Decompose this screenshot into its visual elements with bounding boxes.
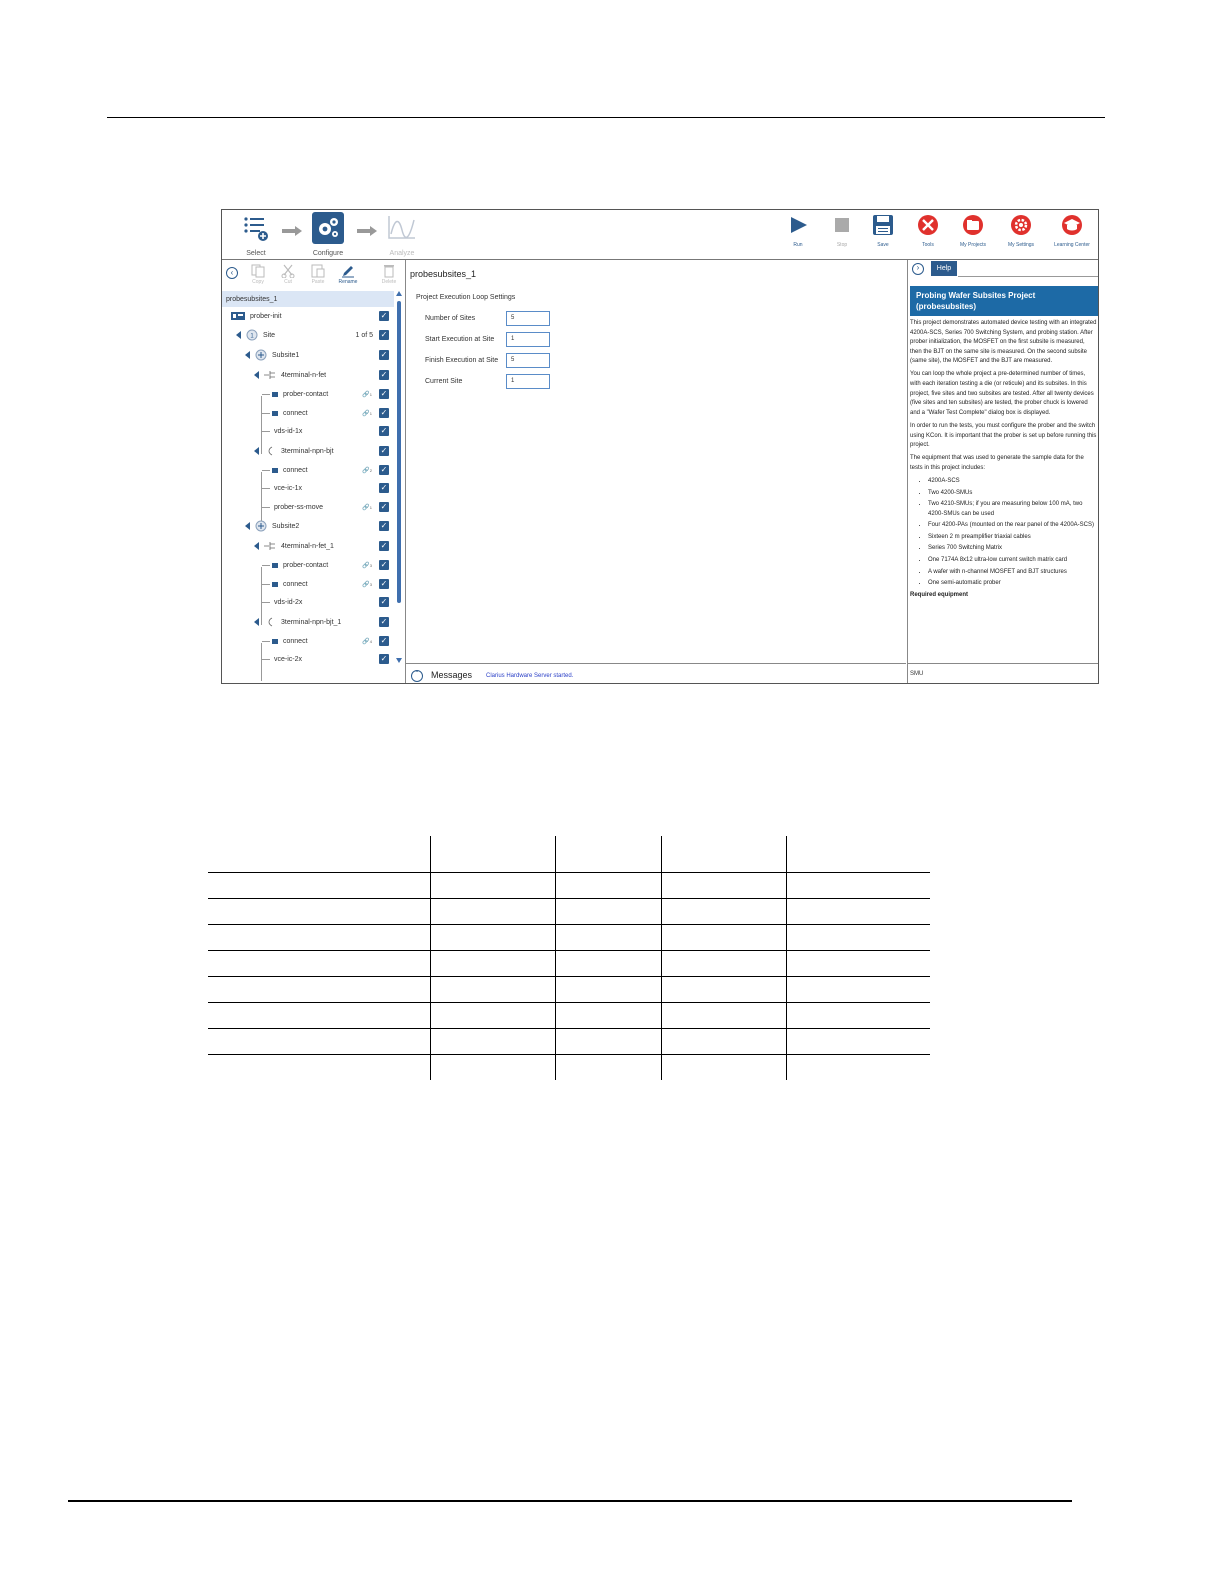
- tree-branch-line: [262, 641, 270, 642]
- tree-item-checkbox[interactable]: ✓: [380, 465, 388, 474]
- learning-center-button[interactable]: [1048, 214, 1096, 248]
- my-settings-button[interactable]: [997, 214, 1045, 248]
- table-row-line: [208, 924, 930, 925]
- expand-messages-icon[interactable]: ˆ: [411, 670, 423, 682]
- select-button[interactable]: [231, 212, 281, 257]
- tree-branch-line: [262, 602, 270, 603]
- tree-item-test[interactable]: [222, 423, 394, 439]
- tree-item-label: prober-contact: [283, 561, 329, 569]
- site-count: 1 of 5: [355, 331, 373, 339]
- start-site-input[interactable]: 1: [506, 332, 550, 347]
- gears-icon: [312, 212, 344, 244]
- tree-item-test[interactable]: [222, 651, 394, 667]
- tree-item-checkbox[interactable]: ✓: [380, 446, 388, 455]
- list-item: • Sixteen 2 m preamplifier triaxial cables: [928, 533, 1097, 543]
- expand-triangle-icon[interactable]: [254, 542, 259, 550]
- tools-button[interactable]: [904, 214, 952, 248]
- tree-item-checkbox[interactable]: ✓: [380, 408, 388, 417]
- workflow-arrow-icon: [357, 226, 377, 238]
- settings-pane: [406, 260, 906, 683]
- rename-icon: [335, 263, 361, 278]
- tree-branch-line: [262, 431, 270, 432]
- tree-item-checkbox[interactable]: ✓: [380, 636, 388, 645]
- stop-label: Stop: [836, 242, 848, 248]
- table-col-line: [555, 836, 556, 1080]
- tree-item-device[interactable]: [222, 538, 394, 554]
- configure-label: Configure: [312, 250, 344, 257]
- tree-item-checkbox[interactable]: ✓: [380, 654, 388, 663]
- link-count: 3: [369, 562, 372, 568]
- cut-button[interactable]: [275, 263, 301, 285]
- list-item: • Four 4200-PAs (mounted on the rear panel of the 4200A-SCS): [928, 521, 1097, 531]
- tree-item-test[interactable]: [222, 499, 394, 515]
- table-col-line: [430, 836, 431, 1080]
- save-label: Save: [877, 242, 889, 248]
- tree-item-checkbox[interactable]: ✓: [380, 521, 388, 530]
- help-paragraph: The equipment that was used to generate the sample data for the tests in this project includes:: [910, 455, 1084, 471]
- message-text: Clarius Hardware Server started.: [486, 673, 574, 679]
- tree-scrollbar[interactable]: [396, 291, 402, 681]
- tree-item-checkbox[interactable]: ✓: [380, 311, 388, 320]
- delete-button[interactable]: [376, 263, 402, 285]
- delete-label: Delete: [381, 279, 397, 285]
- action-icon: [272, 392, 278, 397]
- tree-item-test[interactable]: [222, 633, 394, 649]
- bjt-device-icon: [264, 446, 276, 456]
- tree-branch-line: [262, 488, 270, 489]
- tree-item-label: Site: [263, 331, 276, 339]
- number-of-sites-label: Number of Sites: [425, 315, 476, 322]
- svg-text:1: 1: [250, 333, 254, 340]
- tree-item-subsite[interactable]: [222, 518, 394, 534]
- finish-site-label: Finish Execution at Site: [425, 357, 499, 364]
- paste-icon: [305, 263, 331, 278]
- tree-item-label: connect: [283, 637, 308, 645]
- action-icon: [272, 563, 278, 568]
- copy-icon: [245, 263, 271, 278]
- action-icon: [272, 468, 278, 473]
- tree-item-checkbox[interactable]: ✓: [380, 579, 388, 588]
- rename-button[interactable]: [335, 263, 361, 285]
- table-col-line: [661, 836, 662, 1080]
- run-label: Run: [793, 242, 803, 248]
- learning-center-label: Learning Center: [1054, 242, 1090, 248]
- tree-item-subsite[interactable]: [222, 347, 394, 363]
- tree-item-label: 3terminal-npn-bjt_1: [281, 618, 342, 626]
- run-button[interactable]: [774, 214, 822, 248]
- select-list-icon: [240, 212, 272, 244]
- tree-item-label: vds-id-1x: [274, 427, 303, 435]
- expand-triangle-icon[interactable]: [254, 371, 259, 379]
- equipment-list: [910, 477, 1097, 589]
- tree-branch-line: [262, 394, 270, 395]
- copy-button[interactable]: [245, 263, 271, 285]
- expand-triangle-icon[interactable]: [245, 522, 250, 530]
- help-paragraph: In order to run the tests, you must configure the prober and the switch using KCon. It is important that the prober is set up before running this project.: [910, 422, 1097, 449]
- start-site-label: Start Execution at Site: [425, 336, 495, 343]
- configure-button[interactable]: [303, 212, 353, 257]
- table-row-line: [208, 950, 930, 951]
- site-icon: [246, 329, 258, 341]
- analyze-label: Analyze: [389, 250, 415, 257]
- analyze-button[interactable]: [377, 212, 427, 257]
- tree-item-label: Subsite1: [272, 351, 300, 359]
- link-icon: 🔗2: [362, 467, 372, 474]
- stop-icon: [831, 214, 853, 236]
- link-icon: 🔗1: [362, 504, 372, 511]
- tree-item-checkbox[interactable]: ✓: [380, 389, 388, 398]
- tools-label: Tools: [922, 242, 934, 248]
- help-footer: [908, 663, 1099, 684]
- footer-rule: [68, 1500, 1072, 1502]
- table-row-line: [208, 1054, 930, 1055]
- tree-branch-line: [262, 565, 270, 566]
- paste-button[interactable]: [305, 263, 331, 285]
- workflow-arrow-icon: [282, 226, 302, 238]
- tree-item-test[interactable]: [222, 594, 394, 610]
- tree-item-checkbox[interactable]: ✓: [380, 483, 388, 492]
- scroll-up-icon[interactable]: [396, 291, 402, 296]
- help-paragraph: You can loop the whole project a pre-determined number of times, with each iteration testing a die (or reticule) and its subsites. In this project, five sites and two subsites are tested. After all twenty devices (five sites and ten subsites) are tested, the prober chuck is lowered and a "Wafer Test Complete" dialog box is displayed.: [910, 371, 1094, 416]
- rename-label: Rename: [338, 279, 358, 285]
- project-tree-pane: [222, 260, 406, 683]
- help-footer-text: SMU: [910, 671, 924, 677]
- link-count: 2: [369, 467, 372, 473]
- my-projects-button[interactable]: [949, 214, 997, 248]
- tree-item-label: prober-ss-move: [274, 503, 324, 511]
- link-count: 1: [369, 391, 372, 397]
- tree-item-test[interactable]: [222, 405, 394, 421]
- tree-item-label: 3terminal-npn-bjt: [281, 447, 334, 455]
- action-icon: [272, 639, 278, 644]
- link-icon: 🔗3: [362, 581, 372, 588]
- my-settings-label: My Settings: [1007, 242, 1035, 248]
- table-row-line: [208, 976, 930, 977]
- list-item: • One semi-automatic prober: [928, 579, 1097, 589]
- expand-triangle-icon[interactable]: [254, 447, 259, 455]
- tree-item-checkbox[interactable]: ✓: [380, 370, 388, 379]
- prober-icon: [231, 311, 245, 321]
- help-pane: [907, 260, 1099, 683]
- project-tree: [222, 291, 394, 683]
- tab-divider: [958, 276, 1099, 277]
- paste-label: Paste: [311, 279, 325, 285]
- link-count: 1: [369, 410, 372, 416]
- select-label: Select: [246, 250, 266, 257]
- my-projects-label: My Projects: [959, 242, 987, 248]
- tree-item-checkbox[interactable]: ✓: [380, 330, 388, 339]
- project-title: probesubsites_1: [410, 269, 477, 279]
- tree-toolbar: [222, 260, 405, 288]
- tree-item-test[interactable]: [222, 480, 394, 496]
- fet-device-icon: [264, 370, 276, 380]
- tree-branch-line: [262, 470, 270, 471]
- tree-branch-line: [262, 507, 270, 508]
- collapse-pane-button[interactable]: ‹: [226, 267, 238, 279]
- tree-item-label: vce-ic-1x: [274, 484, 303, 492]
- messages-bar: [406, 663, 906, 684]
- table-row-line: [208, 1002, 930, 1003]
- tree-item-checkbox[interactable]: ✓: [380, 560, 388, 569]
- header-rule: [107, 117, 1105, 118]
- tree-branch-line: [262, 413, 270, 414]
- table-row-line: [208, 898, 930, 899]
- loop-settings-title: Project Execution Loop Settings: [416, 294, 516, 301]
- copy-label: Copy: [252, 279, 264, 285]
- help-body: [910, 319, 1097, 600]
- tree-item-label: prober-init: [250, 312, 282, 320]
- run-icon: [787, 214, 809, 236]
- tree-item-checkbox[interactable]: ✓: [380, 502, 388, 511]
- list-item: • 4200A-SCS: [928, 477, 1097, 487]
- tools-icon: [917, 214, 939, 236]
- tree-item-site[interactable]: [222, 327, 394, 343]
- tree-item-device[interactable]: [222, 443, 394, 459]
- graduation-cap-icon: [1061, 214, 1083, 236]
- subsite-icon: [255, 349, 267, 361]
- tree-item-label: Subsite2: [272, 522, 300, 530]
- fet-device-icon: [264, 541, 276, 551]
- tree-item-checkbox[interactable]: ✓: [380, 597, 388, 606]
- scroll-thumb[interactable]: [397, 301, 401, 603]
- required-equipment-heading: Required equipment: [910, 591, 969, 598]
- current-site-label: Current Site: [425, 378, 463, 385]
- table-row-line: [208, 872, 930, 873]
- tree-project-root[interactable]: [222, 291, 394, 307]
- messages-title: Messages: [431, 670, 473, 680]
- tree-item-device[interactable]: [222, 367, 394, 383]
- tree-item-checkbox[interactable]: ✓: [380, 426, 388, 435]
- main-toolbar: [222, 210, 1098, 260]
- tree-item-label: 4terminal-n-fet_1: [281, 542, 334, 550]
- settings-icon: [1010, 214, 1032, 236]
- cut-icon: [275, 263, 301, 278]
- subsite-icon: [255, 520, 267, 532]
- action-icon: [272, 582, 278, 587]
- tree-item-checkbox[interactable]: ✓: [380, 541, 388, 550]
- link-count: 3: [369, 581, 372, 587]
- list-item: • A wafer with n-channel MOSFET and BJT structures: [928, 568, 1097, 578]
- folder-icon: [962, 214, 984, 236]
- list-item: • One 7174A 8x12 ultra-low current switch matrix card: [928, 556, 1097, 566]
- help-heading: Probing Wafer Subsites Project (probesubsites): [910, 286, 1099, 316]
- tree-item-label: connect: [283, 580, 308, 588]
- number-of-sites-input[interactable]: 5: [506, 311, 550, 326]
- link-count: 4: [369, 638, 372, 644]
- tree-item-prober-init[interactable]: [222, 308, 394, 324]
- help-paragraph: This project demonstrates automated device testing with an integrated 4200A-SCS, Series 700 Switching System, and probing station. After prober initialization, the MOSFET on the first subsite is measured, then the BJT on the same site is measured. On the second subsite (same site), the MOSFET and the BJT are measured.: [910, 320, 1097, 365]
- bjt-device-icon: [264, 617, 276, 627]
- tree-item-checkbox[interactable]: ✓: [380, 617, 388, 626]
- tree-item-device[interactable]: [222, 614, 394, 630]
- list-item: • Series 700 Switching Matrix: [928, 544, 1097, 554]
- expand-triangle-icon[interactable]: [245, 351, 250, 359]
- help-tab[interactable]: Help: [931, 261, 957, 276]
- clarius-window: [221, 209, 1099, 684]
- project-name: probesubsites_1: [226, 295, 278, 303]
- list-item: • Two 4200-SMUs: [928, 489, 1097, 499]
- link-icon: 🔗1: [362, 410, 372, 417]
- tree-item-label: vce-ic-2x: [274, 655, 303, 663]
- tree-item-label: connect: [283, 466, 308, 474]
- table-col-line: [786, 836, 787, 1080]
- tree-item-test[interactable]: [222, 576, 394, 592]
- table-row-line: [208, 1028, 930, 1029]
- link-icon: 🔗1: [362, 391, 372, 398]
- tree-item-checkbox[interactable]: ✓: [380, 350, 388, 359]
- expand-triangle-icon[interactable]: [236, 331, 241, 339]
- tree-item-test[interactable]: [222, 386, 394, 402]
- tree-branch-line: [262, 659, 270, 660]
- collapse-help-icon[interactable]: ›: [912, 263, 924, 275]
- analyze-graph-icon: [386, 212, 418, 244]
- tree-item-label: 4terminal-n-fet: [281, 371, 327, 379]
- save-icon: [872, 214, 894, 236]
- link-icon: 🔗3: [362, 562, 372, 569]
- cut-label: Cut: [284, 279, 292, 285]
- tree-branch-line: [262, 584, 270, 585]
- tree-item-label: vds-id-2x: [274, 598, 303, 606]
- tree-item-test[interactable]: [222, 462, 394, 478]
- action-icon: [272, 411, 278, 416]
- link-icon: 🔗4: [362, 638, 372, 645]
- list-item: • Two 4210-SMUs; if you are measuring below 100 mA, two 4200-SMUs can be used: [928, 500, 1097, 519]
- tree-item-label: connect: [283, 409, 308, 417]
- finish-site-input[interactable]: 5: [506, 353, 550, 368]
- delete-icon: [376, 263, 402, 278]
- tree-item-test[interactable]: [222, 557, 394, 573]
- save-button[interactable]: [859, 214, 907, 248]
- scroll-down-icon[interactable]: [396, 658, 402, 663]
- expand-triangle-icon[interactable]: [254, 618, 259, 626]
- link-count: 1: [369, 504, 372, 510]
- tree-item-label: prober-contact: [283, 390, 329, 398]
- current-site-input[interactable]: 1: [506, 374, 550, 389]
